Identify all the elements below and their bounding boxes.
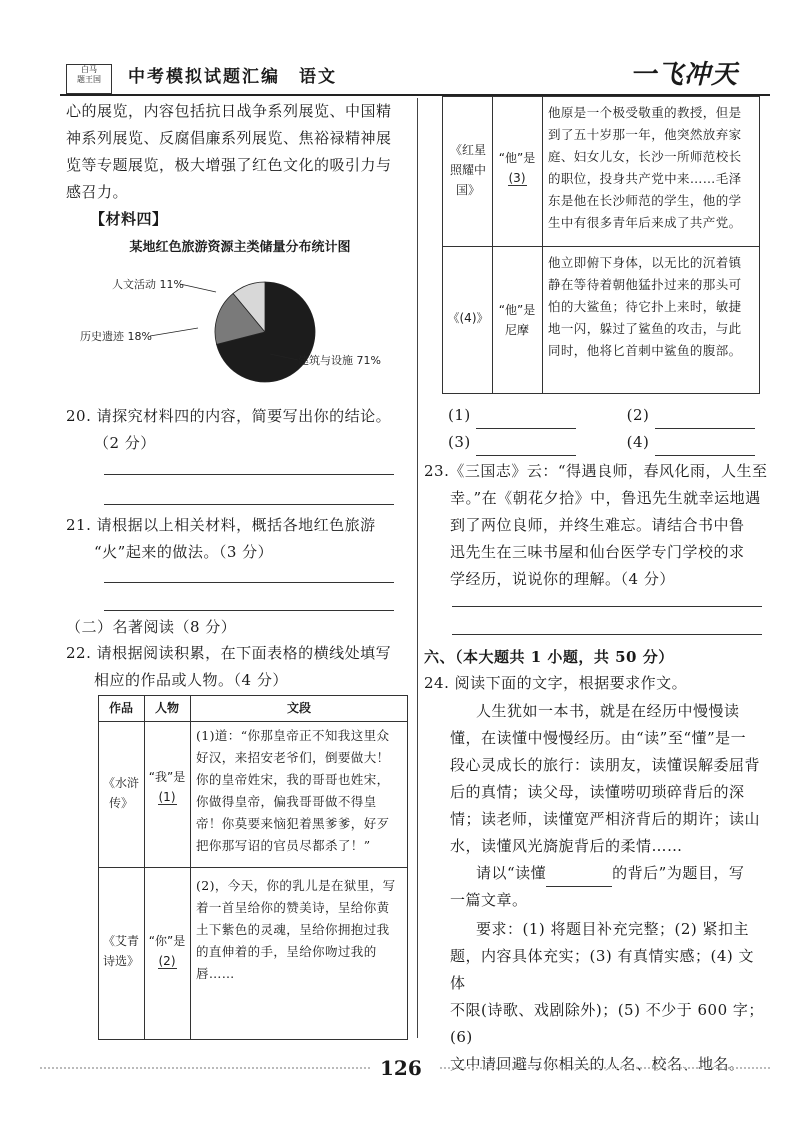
answer-line[interactable] — [452, 634, 762, 635]
header-work: 作品 — [108, 701, 133, 715]
answer-line[interactable] — [104, 504, 394, 505]
page-number: 126 — [380, 1056, 422, 1080]
column-divider — [417, 98, 418, 1038]
person-label: “你”是 — [148, 934, 186, 948]
section-two-heading: （二）名著阅读（8 分） — [66, 618, 237, 636]
essay-requirements — [424, 916, 769, 1078]
person-cell — [144, 767, 190, 807]
text-line: 相应的作品或人物。（4 分） — [94, 671, 288, 689]
text-line: 22. 请根据阅读积累，在下面表格的横线处填写 — [66, 644, 392, 662]
passage-cell: (1)道：“你那皇帝正不知我这里众好汉，来招安老爷们，倒要做大！你的皇帝姓宋，我的哥哥也姓宋，你做得皇帝，偏我哥哥做不得皇帝！你莫要来恼犯着黑爹爹，好歹把你那写诏的官员尽都杀了！” — [196, 728, 390, 853]
question-24: 24. 阅读下面的文字，根据要求作文。 — [424, 674, 688, 692]
intro-paragraph — [66, 98, 411, 206]
answer-slots — [448, 402, 768, 456]
question-20 — [66, 403, 411, 457]
person-cell — [492, 148, 542, 188]
person-cell — [492, 300, 542, 340]
footer-dots-right — [440, 1067, 770, 1069]
person-label: “我”是 — [148, 770, 186, 784]
text-line: 情；读老师，读懂宽严相济背后的期许；读山 — [450, 810, 761, 828]
slice-label-culture: 人文活动 11% — [112, 278, 184, 291]
prompt-text: 请以“读懂 — [476, 864, 547, 882]
text-line: （2 分） — [94, 434, 156, 452]
header-person: 人物 — [154, 701, 179, 715]
passage-cell: (2)，今天，你的乳儿是在狱里，写着一首呈给你的赞美诗，呈给你黄土下紫色的灵魂，呈给你拥抱过我的直伸着的手，呈给你吻过我的唇…… — [196, 878, 396, 981]
person-name: 尼摩 — [504, 323, 529, 337]
header-passage: 文段 — [286, 701, 311, 715]
text-line: 迅先生在三味书屋和仙台医学专门学校的求 — [450, 543, 745, 561]
answer-blank-4[interactable] — [655, 437, 755, 456]
text-line: 水，读懂风光旖旎背后的柔情…… — [450, 837, 683, 855]
person-label: “他”是 — [498, 151, 536, 165]
header-brand: 一飞冲天 — [630, 60, 739, 90]
answer-blank-1[interactable] — [476, 410, 576, 429]
text-line: 懂，在读懂中慢慢经历。由“读”至“懂”是一 — [450, 729, 747, 747]
answer-label: (4) — [626, 433, 650, 451]
text-line: 段心灵成长的旅行：读朋友，读懂误解委屈背 — [450, 756, 761, 774]
text-line: 幸。”在《朝花夕拾》中，鲁迅先生就幸运地遇 — [450, 489, 761, 507]
section-six-heading: 六、（本大题共 1 小题，共 50 分） — [424, 648, 674, 666]
answer-blank-2[interactable] — [655, 410, 755, 429]
question-23 — [424, 458, 769, 593]
slice-label-buildings: 建筑与设施 71% — [298, 354, 381, 367]
answer-line[interactable] — [104, 610, 394, 611]
blank-2[interactable]: (2) — [158, 954, 176, 968]
text-line: 21. 请根据以上相关材料，概括各地红色旅游 — [66, 516, 376, 534]
text-line: 一篇文章。 — [450, 891, 528, 909]
text-line: 学经历，说说你的理解。（4 分） — [450, 570, 675, 588]
chart-title: 某地红色旅游资源主类储量分布统计图 — [129, 240, 351, 255]
header-title: 中考模拟试题汇编 语文 — [128, 67, 337, 87]
text-line: 20. 请探究材料四的内容，简要写出你的结论。 — [66, 407, 392, 425]
text-line: “火”起来的做法。（3 分） — [94, 543, 274, 561]
passage-cell: 他立即俯下身体，以无比的沉着镇静在等待着朝他猛扑过来的那头可怕的大鲨鱼；待它扑上来时，敏捷地一闪，躲过了鲨鱼的攻击，与此同时，他将匕首刺中鲨鱼的腹部。 — [548, 255, 742, 358]
text-line: 后的真情；读父母，读懂唠叨琐碎背后的深 — [450, 783, 745, 801]
text-line: 不限(诗歌、戏剧除外)；(5) 不少于 600 字；(6) — [450, 1001, 764, 1046]
works-table-left — [98, 695, 408, 1040]
answer-line[interactable] — [452, 606, 762, 607]
answer-line[interactable] — [104, 474, 394, 475]
answer-label: (1) — [448, 406, 471, 424]
answer-label: (2) — [626, 406, 650, 424]
question-22 — [66, 640, 411, 694]
text-line: 人生犹如一本书，就是在经历中慢慢读 — [476, 702, 740, 720]
text-line: 到了两位良师，并终生难忘。请结合书中鲁 — [450, 516, 745, 534]
text-line: 览等专题展览，极大增强了红色文化的吸引力与 — [66, 156, 392, 174]
work-cell: 《艾青诗选》 — [102, 934, 139, 968]
title-blank[interactable] — [546, 868, 612, 887]
blank-3[interactable]: (3) — [508, 171, 526, 185]
passage-cell: 他原是一个极受敬重的教授，但是到了五十岁那一年，他突然放弃家庭、妇女儿女，长沙一所师范校长的职位，投身共产党中来……毛泽东是他在长沙师范的学生，他的学生中有很多青年后来成了共产党。 — [548, 105, 742, 230]
pie-chart — [80, 262, 400, 402]
person-label: “他”是 — [498, 303, 536, 317]
text-line: 要求：(1) 将题目补充完整；(2) 紧扣主 — [476, 920, 750, 938]
person-cell — [144, 931, 190, 971]
answer-line[interactable] — [104, 582, 394, 583]
material-four-label: 【材料四】 — [90, 210, 168, 228]
pie-slices — [215, 282, 315, 382]
prompt-text: 的背后”为题目，写 — [612, 864, 745, 882]
answer-blank-3[interactable] — [476, 437, 576, 456]
text-line: 题，内容具体充实；(3) 有真情实感；(4) 文体 — [450, 947, 755, 992]
answer-label: (3) — [448, 433, 471, 451]
text-line: 感召力。 — [66, 183, 129, 201]
works-table-right — [442, 96, 760, 394]
leader-line-history — [150, 328, 198, 336]
work-cell: 《红星照耀中国》 — [449, 143, 486, 197]
question-21 — [66, 512, 411, 566]
slice-label-history: 历史遗迹 18% — [80, 330, 152, 343]
work-cell: 《(4)》 — [447, 311, 489, 325]
leader-line-culture — [180, 284, 216, 292]
essay-prompt — [424, 698, 769, 914]
text-line: 心的展览，内容包括抗日战争系列展览、中国精 — [66, 102, 392, 120]
text-line: 23.《三国志》云：“得遇良师，春风化雨，人生至 — [424, 462, 768, 480]
work-cell: 《水浒传》 — [102, 776, 139, 810]
footer-dots-left — [40, 1067, 370, 1069]
blank-1[interactable]: (1) — [158, 790, 176, 804]
header-logo: 白马 题王国 — [66, 64, 112, 94]
text-line: 神系列展览、反腐倡廉系列展览、焦裕禄精神展 — [66, 129, 392, 147]
text-line: 文中请回避与你相关的人名、校名、地名。 — [450, 1055, 745, 1073]
